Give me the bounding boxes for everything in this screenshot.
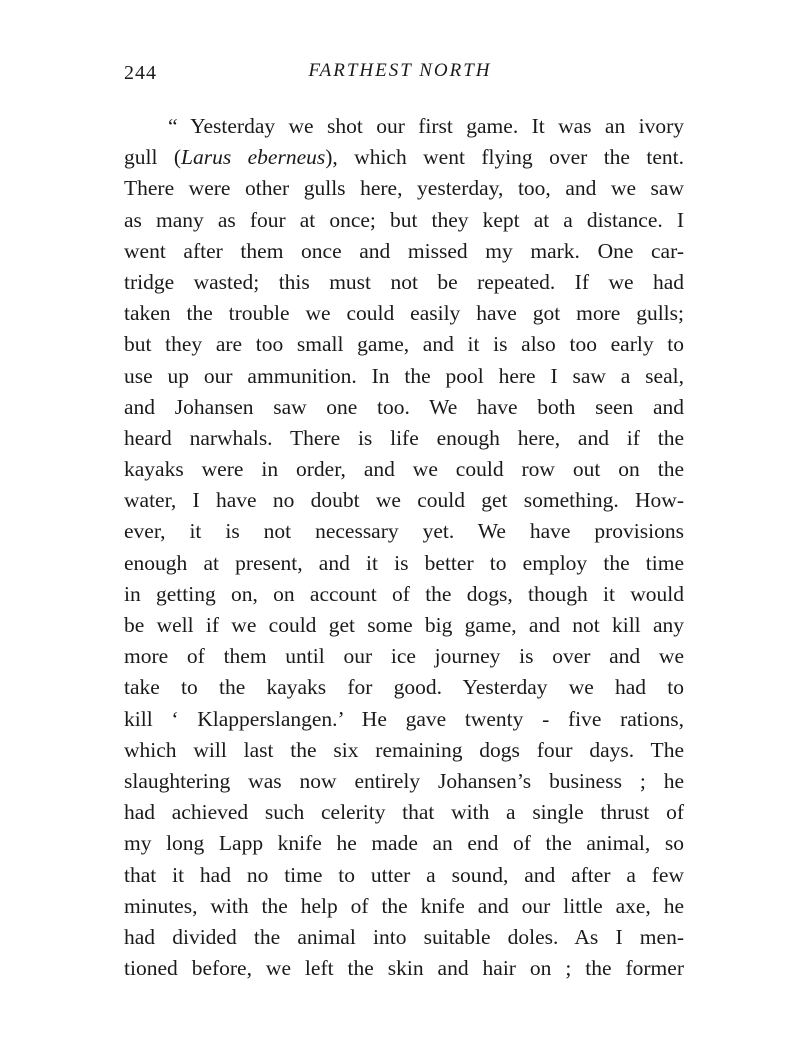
- text-line: enough at present, and it is better to employ the time: [124, 550, 684, 575]
- text-segment: gull (: [124, 145, 182, 170]
- text-line: had divided the animal into suitable doles. As I men-: [124, 924, 684, 949]
- text-line: There were other gulls here, yesterday, too, and we saw: [124, 176, 684, 201]
- text-line: ever, it is not necessary yet. We have provisions: [124, 519, 684, 544]
- text-line: as many as four at once; but they kept at a distance. I: [124, 207, 684, 232]
- text-line: had achieved such celerity that with a single thrust of: [124, 800, 684, 825]
- text-line: heard narwhals. There is life enough here, and if the: [124, 425, 684, 450]
- text-line: “ Yesterday we shot our first game. It was an ivory: [168, 114, 684, 138]
- text-line: tridge wasted; this must not be repeated. If we had: [124, 269, 684, 294]
- text-line: kill ‘ Klapperslangen.’ He gave twenty - five rations,: [124, 706, 684, 731]
- text-line: slaughtering was now entirely Johansen’s business ; he: [124, 768, 684, 793]
- text-line: which will last the six remaining dogs four days. The: [124, 737, 684, 762]
- text-line: [124, 142, 684, 173]
- text-line: take to the kayaks for good. Yesterday we had to: [124, 675, 684, 700]
- text-line: and Johansen saw one too. We have both seen and: [124, 394, 684, 419]
- text-line: be well if we could get some big game, and not kill any: [124, 613, 684, 637]
- text-line: my long Lapp knife he made an end of the animal, so: [124, 831, 684, 856]
- text-line: in getting on, on account of the dogs, though it would: [124, 581, 684, 606]
- text-line: minutes, with the help of the knife and our little axe, he: [124, 893, 684, 918]
- text-line: but they are too small game, and it is also too early to: [124, 332, 684, 357]
- text-line: kayaks were in order, and we could row out on the: [124, 457, 684, 482]
- species-name: Larus eberneus: [181, 145, 326, 170]
- text-line: tioned before, we left the skin and hair on ; the former: [124, 956, 684, 981]
- text-segment: ), which went flying over the tent.: [325, 145, 684, 170]
- text-line: use up our ammunition. In the pool here I saw a seal,: [124, 363, 684, 388]
- running-head: FARTHEST NORTH: [308, 60, 492, 81]
- body-text: [124, 111, 684, 984]
- text-line: water, I have no doubt we could get something. How-: [124, 488, 684, 513]
- page-number: 244: [124, 62, 157, 84]
- text-line: that it had no time to utter a sound, and after a few: [124, 862, 684, 887]
- text-line: went after them once and missed my mark. One car-: [124, 238, 684, 263]
- text-line: taken the trouble we could easily have got more gulls;: [124, 301, 684, 326]
- text-line: more of them until our ice journey is over and we: [124, 644, 684, 669]
